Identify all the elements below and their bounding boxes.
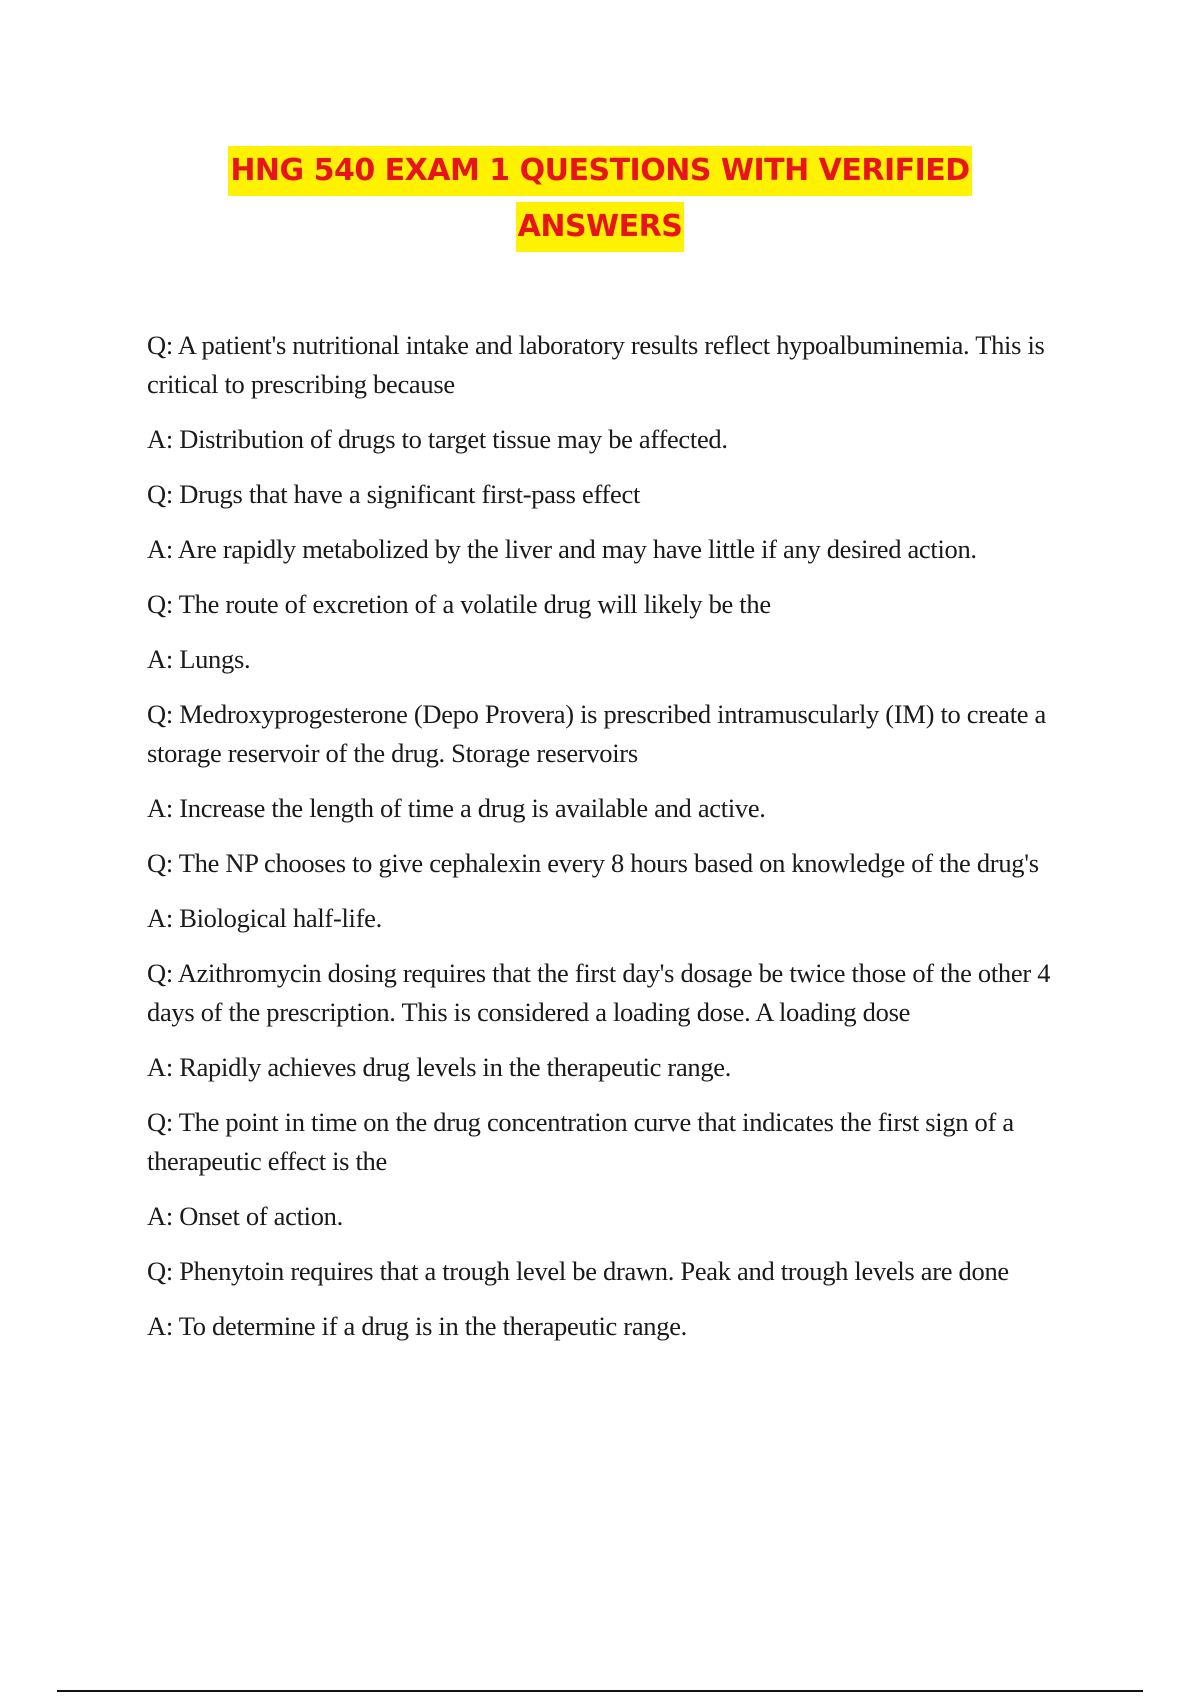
question-6: Q: Azithromycin dosing requires that the first day's dosage be twice those of the other 4 days of the prescription. This is considered a loading dose. A loading dose: [147, 958, 1051, 1027]
answer-5: A: Biological half-life.: [147, 903, 382, 933]
answer-4: A: Increase the length of time a drug is available and active.: [147, 793, 766, 823]
title-line-1: HNG 540 EXAM 1 QUESTIONS WITH VERIFIED: [228, 146, 971, 196]
question-1: Q: A patient's nutritional intake and laboratory results reflect hypoalbuminemia. This is critical to prescribing because: [147, 330, 1045, 399]
question-5: Q: The NP chooses to give cephalexin every 8 hours based on knowledge of the drug's: [147, 848, 1039, 878]
question-2: Q: Drugs that have a significant first-pass effect: [147, 479, 641, 509]
question-8: Q: Phenytoin requires that a trough level be drawn. Peak and trough levels are done: [147, 1256, 1009, 1286]
qa-list: [147, 326, 1067, 1362]
question-4: Q: Medroxyprogesterone (Depo Provera) is prescribed intramuscularly (IM) to create a storage reservoir of the drug. Storage reservoirs: [147, 699, 1047, 768]
answer-8: A: To determine if a drug is in the therapeutic range.: [147, 1311, 687, 1341]
answer-1: A: Distribution of drugs to target tissue may be affected.: [147, 424, 728, 454]
answer-3: A: Lungs.: [147, 644, 251, 674]
title-line-2: ANSWERS: [516, 202, 685, 252]
answer-6: A: Rapidly achieves drug levels in the therapeutic range.: [147, 1052, 732, 1082]
answer-7: A: Onset of action.: [147, 1201, 343, 1231]
question-7: Q: The point in time on the drug concentration curve that indicates the first sign of a therapeutic effect is the: [147, 1107, 1014, 1176]
question-3: Q: The route of excretion of a volatile drug will likely be the: [147, 589, 771, 619]
document-title: [0, 146, 1200, 252]
page-bottom-rule: [57, 1690, 1143, 1692]
answer-2: A: Are rapidly metabolized by the liver and may have little if any desired action.: [147, 534, 977, 564]
